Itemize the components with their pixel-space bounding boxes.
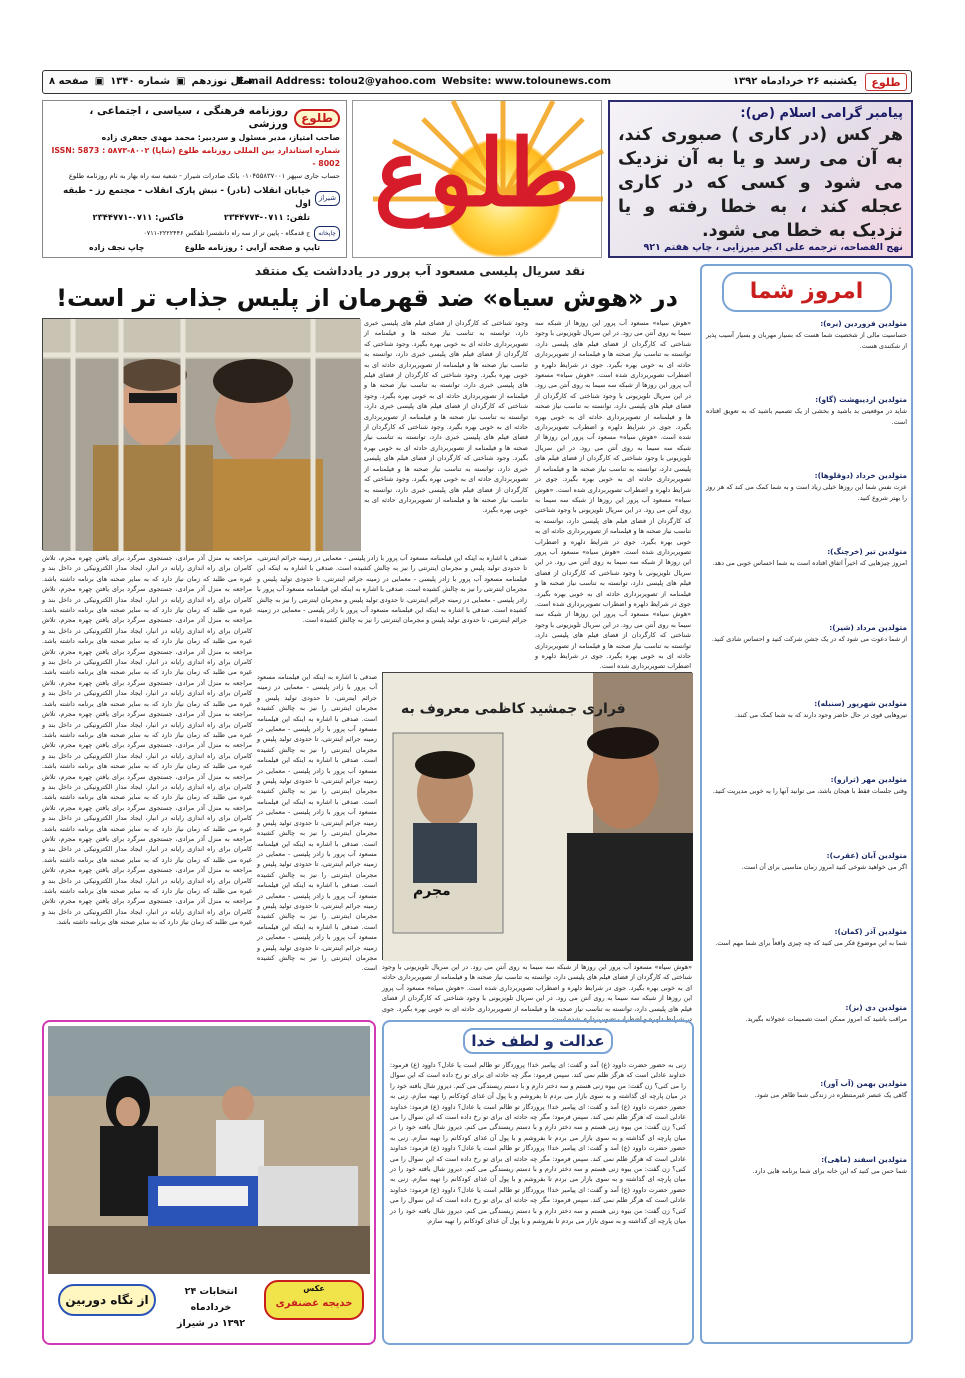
article-kicker: نقد سریال پلیسی مسعود آب پرور در یادداشت یک منتقد <box>254 264 586 278</box>
election-photo <box>48 1026 370 1274</box>
horoscope-heading: متولدین اسفند (ماهی): <box>821 1155 907 1164</box>
page-number: صفحه ۸ <box>49 76 89 87</box>
today-title-box <box>722 272 892 312</box>
masthead-logo <box>352 100 602 258</box>
horoscope-heading: متولدین بهمن (آب آور): <box>820 1079 907 1088</box>
article-col-3: صدقی با اشاره به اینکه این فیلمنامه مسعود آب پرور با زادر پلیسی - معمایی در زمینه جرائم اینترنتی، تا حدودی تولید پلیس و مجرمان اینترنتی را نیز به چالش کشیده است. صدقی با اشاره به اینکه این فیلمنامه مسعود آب پرور با زادر پلیسی - معمایی در زمینه جرائم اینترنتی، تا حدودی تولید پلیس و مجرمان اینترنتی را نیز به چالش کشیده است. صدقی با اشاره به اینکه این فیلمنامه مسعود آب پرور با زادر پلیسی - معمایی در زمینه جرائم اینترنتی، تا حدودی تولید پلیس و مجرمان اینترنتی را نیز به چالش کشیده است. صدقی با اشاره به اینکه این فیلمنامه مسعود آب پرور با زادر پلیسی - معمایی در زمینه جرائم اینترنتی، تا حدودی تولید پلیس و مجرمان اینترنتی را نیز به چالش کشیده است. <box>257 554 528 625</box>
horoscope-text: گاهی یک عنصر غیرمنتظره در زندگی شما ظاهر می شود. <box>754 1091 907 1099</box>
horoscope-list <box>706 318 907 1228</box>
caption-line2: ۱۳۹۲ در شیراز <box>176 1318 246 1329</box>
today-panel <box>700 264 913 1344</box>
horoscope-text: حساسیت مالی از شخصیت شما هست که بسیار مهربان و بسیار آسیب پذیر از شکنندی هست. <box>706 331 907 350</box>
info-layout: تایپ و صفحه آرایی : روزنامه طلوع <box>184 243 320 252</box>
issue-date: یکشنبه ۲۶ خردادماه ۱۳۹۲ <box>732 76 857 87</box>
horoscope-text: نیروهایی قوی در حال حاضر وجود دارند که به شما کمک می کنند. <box>735 711 907 719</box>
camera-title: از نگاه دوربین <box>65 1293 149 1307</box>
info-box <box>42 100 347 258</box>
info-issn: شماره استاندارد بین المللی روزنامه طلوع (شاپا) ۸۰۰۲-۵۸۷۳ : ISSN: 5873 - 8002 <box>51 146 340 168</box>
caption-line1: انتخابات ۲۴ خردادماه <box>184 1286 238 1313</box>
credit-label: عکس <box>303 1284 325 1293</box>
horoscope-text: شما حس می کنید که این خانه برای شما برنامه هایی دارد. <box>752 1167 907 1175</box>
top-bar <box>42 70 912 94</box>
horoscope-text: شاید در موقعیتی بد باشید و بخشی از یک تصمیم باشید که به تعویق افتاده است. <box>706 407 907 426</box>
justice-body: زنی به حضور حضرت داوود (ع) آمد و گفت: ای پیامبر خدا! پروردگار تو ظالم است یا عادل؟ داوود (ع) فرمود: خداوند عادلی است که هرگز ظلم نمی کند. سپس فرمود: مگر چه حادثه ای برای تو رخ داده است که این سوال را می کنی؟ زن گفت: من بیوه زنی هستم و سه دختر دارم و با دستم ریسندگی می کنم. دیروز شال بافته خود را در میان پارچه ای گذاشته و به سوی بازار می بردم تا بفروشم و با پول آن غذای کودکانم را تهیه سازم. زنی به حضور حضرت داوود (ع) آمد و گفت: ای پیامبر خدا! پروردگار تو ظالم است یا عادل؟ داوود (ع) فرمود: خداوند عادلی است که هرگز ظلم نمی کند. سپس فرمود: مگر چه حادثه ای برای تو رخ داده است که این سوال را می کنی؟ زن گفت: من بیوه زنی هستم و سه دختر دارم و با دستم ریسندگی می کنم. دیروز شال بافته خود را در میان پارچه ای گذاشته و به سوی بازار می بردم تا بفروشم و با پول آن غذای کودکانم را تهیه سازم. زنی به حضور حضرت داوود (ع) آمد و گفت: ای پیامبر خدا! پروردگار تو ظالم است یا عادل؟ داوود (ع) فرمود: خداوند عادلی است که هرگز ظلم نمی کند. سپس فرمود: مگر چه حادثه ای برای تو رخ داده است که این سوال را می کنی؟ زن گفت: من بیوه زنی هستم و سه دختر دارم و با دستم ریسندگی می کنم. دیروز شال بافته خود را در میان پارچه ای گذاشته و به سوی بازار می بردم تا بفروشم و با پول آن غذای کودکانم را تهیه سازم. زنی به حضور حضرت داوود (ع) آمد و گفت: ای پیامبر خدا! پروردگار تو ظالم است یا عادل؟ داوود (ع) فرمود: خداوند عادلی است که هرگز ظلم نمی کند. سپس فرمود: مگر چه حادثه ای برای تو رخ داده است که این سوال را می کنی؟ زن گفت: من بیوه زنی هستم و سه دختر دارم و با دستم ریسندگی می کنم. دیروز شال بافته خود را در میان پارچه ای گذاشته و به سوی بازار می بردم تا بفروشم و با پول آن غذای کودکانم را تهیه سازم. <box>390 1061 686 1226</box>
horoscope-heading: متولدین مهر (ترازو): <box>830 775 907 784</box>
credit-box <box>264 1280 364 1320</box>
info-print: ج قدمگاه - پایین تر از سه راه دانشسرا تلفکس ۲۲۲۲۴۴۶-۰۷۱۱ <box>143 229 311 237</box>
horoscope-heading: متولدین دی (بز): <box>845 1003 907 1012</box>
election-scene-icon <box>48 1026 370 1274</box>
article-col-1: «هوش سیاه» مسعود آب پرور این روزها از شبکه سه سیما به روی آنتن می رود. در این سریال تلویزیونی با وجود شناختی که کارگردان از فضای فیلم های پلیسی دارد، توانسته به تناسب نیاز صحنه ها و فیلمنامه از تصویربرداری حادثه ای به خوبی بهره بگیرد. جوی در شرایط دلهره و اضطراب تصویربرداری شده است. «هوش سیاه» مسعود آب پرور این روزها از شبکه سه سیما به روی آنتن می رود. در این سریال تلویزیونی با وجود شناختی که کارگردان از فضای فیلم های پلیسی دارد، توانسته به تناسب نیاز صحنه ها و فیلمنامه از تصویربرداری حادثه ای به خوبی بهره بگیرد. جوی در شرایط دلهره و اضطراب تصویربرداری شده است. «هوش سیاه» مسعود آب پرور این روزها از شبکه سه سیما به روی آنتن می رود. در این سریال تلویزیونی با وجود شناختی که کارگردان از فضای فیلم های پلیسی دارد، توانسته به تناسب نیاز صحنه ها و فیلمنامه از تصویربرداری حادثه ای به خوبی بهره بگیرد. جوی در شرایط دلهره و اضطراب تصویربرداری شده است. «هوش سیاه» مسعود آب پرور این روزها از شبکه سه سیما به روی آنتن می رود. در این سریال تلویزیونی با وجود شناختی که کارگردان از فضای فیلم های پلیسی دارد، توانسته به تناسب نیاز صحنه ها و فیلمنامه از تصویربرداری حادثه ای به خوبی بهره بگیرد. جوی در شرایط دلهره و اضطراب تصویربرداری شده است. «هوش سیاه» مسعود آب پرور این روزها از شبکه سه سیما به روی آنتن می رود. در این سریال تلویزیونی با وجود شناختی که کارگردان از فضای فیلم های پلیسی دارد، توانسته به تناسب نیاز صحنه ها و فیلمنامه از تصویربرداری حادثه ای به خوبی بهره بگیرد. جوی در شرایط دلهره و اضطراب تصویربرداری شده است. «هوش سیاه» مسعود آب پرور این روزها از شبکه سه سیما به روی آنتن می رود. در این سریال تلویزیونی با وجود شناختی که کارگردان از فضای فیلم های پلیسی دارد، توانسته به تناسب نیاز صحنه ها و فیلمنامه از تصویربرداری حادثه ای به خوبی بهره بگیرد. جوی در شرایط دلهره و اضطراب تصویربرداری شده است. <box>535 319 691 671</box>
print-label: چاپخانه <box>314 226 340 241</box>
quote-title: پیامبر گرامی اسلام (ص): <box>740 106 903 121</box>
quote-source: نهج الفصاحه، ترجمه علی اکبر میرزایی ، چاپ هفتم ۹۲۱ <box>643 242 903 253</box>
prison-bars-icon <box>43 319 361 551</box>
article-col-5: صدقی با اشاره به اینکه این فیلمنامه مسعود آب پرور با زادر پلیسی - معمایی در زمینه جرائم اینترنتی، تا حدودی تولید پلیس و مجرمان اینترنتی را نیز به چالش کشیده است. صدقی با اشاره به اینکه این فیلمنامه مسعود آب پرور با زادر پلیسی - معمایی در زمینه جرائم اینترنتی، تا حدودی تولید پلیس و مجرمان اینترنتی را نیز به چالش کشیده است. صدقی با اشاره به اینکه این فیلمنامه مسعود آب پرور با زادر پلیسی - معمایی در زمینه جرائم اینترنتی، تا حدودی تولید پلیس و مجرمان اینترنتی را نیز به چالش کشیده است. صدقی با اشاره به اینکه این فیلمنامه مسعود آب پرور با زادر پلیسی - معمایی در زمینه جرائم اینترنتی، تا حدودی تولید پلیس و مجرمان اینترنتی را نیز به چالش کشیده است. صدقی با اشاره به اینکه این فیلمنامه مسعود آب پرور با زادر پلیسی - معمایی در زمینه جرائم اینترنتی، تا حدودی تولید پلیس و مجرمان اینترنتی را نیز به چالش کشیده است. صدقی با اشاره به اینکه این فیلمنامه مسعود آب پرور با زادر پلیسی - معمایی در زمینه جرائم اینترنتی، تا حدودی تولید پلیس و مجرمان اینترنتی را نیز به چالش کشیده است. صدقی با اشاره به اینکه این فیلمنامه مسعود آب پرور با زادر پلیسی - معمایی در زمینه جرائم اینترنتی، تا حدودی تولید پلیس و مجرمان اینترنتی را نیز به چالش کشیده است. <box>257 673 377 973</box>
address-label: شیراز <box>315 191 340 206</box>
board-top-label: فراری جمشید کاظمی معروف به <box>401 701 626 717</box>
separator-icon: ▣ <box>94 76 105 87</box>
article-photo-prison <box>42 318 360 550</box>
info-line2: صاحب امتیاز، مدیر مسئول و سردبیر: محمد مهدی جعفری زاده <box>101 133 340 142</box>
horoscope-heading: متولدین آذر (کمان): <box>834 927 907 936</box>
horoscope-heading: متولدین خرداد (دوقلوها): <box>814 471 907 480</box>
camera-caption <box>166 1284 256 1332</box>
info-address: خیابان انقلاب (نادر) - نبش پارک انقلاب - مجتمع رز - طبقه اول <box>63 186 311 209</box>
horoscope-text: شما به این موضوع فکر می کنید که چه چیزی واقعاً برای شما مهم است. <box>715 939 907 947</box>
justice-title: عدالت و لطف خدا <box>471 1032 605 1050</box>
justice-box <box>382 1020 694 1345</box>
horoscope-text: اگر می خواهید شوخی کنید امروز زمان مناسبی برای آن است. <box>741 863 907 871</box>
horoscope-heading: متولدین فروردین (بره): <box>820 319 907 328</box>
horoscope-heading: متولدین آبان (عقرب): <box>826 851 907 860</box>
top-logo: طلوع <box>865 73 907 91</box>
horoscope-heading: متولدین مرداد (شیر): <box>829 623 907 632</box>
mugshot-label: مجرم <box>413 883 451 899</box>
quote-box <box>608 100 913 258</box>
credit-name: خدیجه غضنفری <box>275 1298 353 1309</box>
info-line1: روزنامه فرهنگی ، سیاسی ، اجتماعی ، ورزشی <box>89 105 289 130</box>
issue-meta <box>49 76 253 87</box>
info-fax: فاکس: ۰۷۱۱-۲۳۴۴۷۷۱ <box>92 212 184 222</box>
website[interactable]: Website: www.tolounews.com <box>441 76 611 87</box>
camera-photo-box <box>42 1020 376 1345</box>
article-photo-actor <box>382 672 692 960</box>
info-badge: طلوع <box>294 109 340 128</box>
article-col-6: «هوش سیاه» مسعود آب پرور این روزها از شبکه سه سیما به روی آنتن می رود. در این سریال تلویزیونی با وجود شناختی که کارگردان از فضای فیلم های پلیسی دارد، توانسته به تناسب نیاز صحنه ها و فیلمنامه از تصویربرداری حادثه ای به خوبی بهره بگیرد. جوی در شرایط دلهره و اضطراب تصویربرداری شده است. «هوش سیاه» مسعود آب پرور این روزها از شبکه سه سیما به روی آنتن می رود. در این سریال تلویزیونی با وجود شناختی که کارگردان از فضای فیلم های پلیسی دارد، توانسته به تناسب نیاز صحنه ها و فیلمنامه از تصویربرداری حادثه ای به خوبی بهره بگیرد. جوی در شرایط دلهره و اضطراب تصویربرداری شده است. <box>382 963 692 1024</box>
horoscope-heading: متولدین تیر (خرچنگ): <box>827 547 907 556</box>
horoscope-text: مراقب باشید که امروز ممکن است تصمیمات عجولانه بگیرید. <box>745 1015 907 1023</box>
info-account: حساب جاری سپهر ۰۱۰۴۵۵۸۳۷۰۰۱ بانک صادرات شیراز - شعبه سه راه بهار به نام روزنامه طلوع <box>68 172 340 180</box>
separator-icon: ▣ <box>176 76 186 87</box>
horoscope-text: وقتی جلسات فقط با هیجان باشد، می توانید آنها را به خوبی مدیریت کنید. <box>712 787 907 795</box>
horoscope-heading: متولدین شهریور (سنبله): <box>814 699 907 708</box>
horoscope-heading: متولدین اردیبهشت (گاو): <box>815 395 907 404</box>
justice-title-box <box>463 1028 613 1054</box>
quote-body: هر کس (در کاری ) صبوری کند، به آن می رسد و یا به آن نزدیک می شود و کسی که در کاری عجله کند ، به خطا رفته و یا نزدیک به خطا می شود. <box>618 125 903 241</box>
horoscope-text: امروز چیزهایی که اخیراً اتفاق افتاده است به شما احساس خوبی می دهد. <box>712 559 907 567</box>
masthead-title: طلوع <box>373 119 581 227</box>
issue-number: شماره ۱۳۴۰ <box>110 76 171 87</box>
article-col-2: وجود شناختی که کارگردان از فضای فیلم های پلیسی خبری دارد، توانسته به تناسب نیاز صحنه ها و فیلمنامه از تصویربرداری حادثه ای به خوبی بهره بگیرد. وجود شناختی که کارگردان از فضای فیلم های پلیسی خبری دارد، توانسته به تناسب نیاز صحنه ها و فیلمنامه از تصویربرداری حادثه ای به خوبی بهره بگیرد. وجود شناختی که کارگردان از فضای فیلم های پلیسی خبری دارد، توانسته به تناسب نیاز صحنه ها و فیلمنامه از تصویربرداری حادثه ای به خوبی بهره بگیرد. وجود شناختی که کارگردان از فضای فیلم های پلیسی خبری دارد، توانسته به تناسب نیاز صحنه ها و فیلمنامه از تصویربرداری حادثه ای به خوبی بهره بگیرد. وجود شناختی که کارگردان از فضای فیلم های پلیسی خبری دارد، توانسته به تناسب نیاز صحنه ها و فیلمنامه از تصویربرداری حادثه ای به خوبی بهره بگیرد. وجود شناختی که کارگردان از فضای فیلم های پلیسی خبری دارد، توانسته به تناسب نیاز صحنه ها و فیلمنامه از تصویربرداری حادثه ای به خوبی بهره بگیرد. وجود شناختی که کارگردان از فضای فیلم های پلیسی خبری دارد، توانسته به تناسب نیاز صحنه ها و فیلمنامه از تصویربرداری حادثه ای به خوبی بهره بگیرد. <box>364 319 528 515</box>
email[interactable]: E-mail Address: tolou2@yahoo.com <box>237 76 436 87</box>
today-title: امروز شما <box>749 279 864 304</box>
camera-title-box <box>58 1284 156 1316</box>
article-headline: در «هوش سیاه» ضد قهرمان از پلیس جذاب تر است! <box>56 284 678 312</box>
info-printer: چاپ نجف زاده <box>89 243 145 252</box>
info-phone: تلفن: ۰۷۱۱-۲۳۴۴۷۷۴ <box>223 212 310 222</box>
horoscope-text: عزت نفس شما این روزها خیلی زیاد است و به شما کمک می کند که هر روز را بهتر شروع کنید. <box>706 483 907 502</box>
horoscope-text: از شما دعوت می شود که در یک جشن شرکت کنید و احساس شادی کنید. <box>711 635 907 643</box>
year-label: سال نوزدهم <box>191 76 253 87</box>
article-col-4: مراجعه به منزل آذر مرادی، جستجوی سرگرد برای یافتن چهره مجرم، تلاش کامران برای راه اندازی رایانه در انبار، ایجاد مدار الکترونیکی در داخل بند و غیره می طلبد که زمان نیاز دارد که به سایر صحنه های برنامه داشته باشد. مراجعه به منزل آذر مرادی، جستجوی سرگرد برای یافتن چهره مجرم، تلاش کامران برای راه اندازی رایانه در انبار، ایجاد مدار الکترونیکی در داخل بند و غیره می طلبد که زمان نیاز دارد که به سایر صحنه های برنامه داشته باشد. مراجعه به منزل آذر مرادی، جستجوی سرگرد برای یافتن چهره مجرم، تلاش کامران برای راه اندازی رایانه در انبار، ایجاد مدار الکترونیکی در داخل بند و غیره می طلبد که زمان نیاز دارد که به سایر صحنه های برنامه داشته باشد. مراجعه به منزل آذر مرادی، جستجوی سرگرد برای یافتن چهره مجرم، تلاش کامران برای راه اندازی رایانه در انبار، ایجاد مدار الکترونیکی در داخل بند و غیره می طلبد که زمان نیاز دارد که به سایر صحنه های برنامه داشته باشد. مراجعه به منزل آذر مرادی، جستجوی سرگرد برای یافتن چهره مجرم، تلاش کامران برای راه اندازی رایانه در انبار، ایجاد مدار الکترونیکی در داخل بند و غیره می طلبد که زمان نیاز دارد که به سایر صحنه های برنامه داشته باشد. مراجعه به منزل آذر مرادی، جستجوی سرگرد برای یافتن چهره مجرم، تلاش کامران برای راه اندازی رایانه در انبار، ایجاد مدار الکترونیکی در داخل بند و غیره می طلبد که زمان نیاز دارد که به سایر صحنه های برنامه داشته باشد. مراجعه به منزل آذر مرادی، جستجوی سرگرد برای یافتن چهره مجرم، تلاش کامران برای راه اندازی رایانه در انبار، ایجاد مدار الکترونیکی در داخل بند و غیره می طلبد که زمان نیاز دارد که به سایر صحنه های برنامه داشته باشد. مراجعه به منزل آذر مرادی، جستجوی سرگرد برای یافتن چهره مجرم، تلاش کامران برای راه اندازی رایانه در انبار، ایجاد مدار الکترونیکی در داخل بند و غیره می طلبد که زمان نیاز دارد که به سایر صحنه های برنامه داشته باشد. مراجعه به منزل آذر مرادی، جستجوی سرگرد برای یافتن چهره مجرم، تلاش کامران برای راه اندازی رایانه در انبار، ایجاد مدار الکترونیکی در داخل بند و غیره می طلبد که زمان نیاز دارد که به سایر صحنه های برنامه داشته باشد. مراجعه به منزل آذر مرادی، جستجوی سرگرد برای یافتن چهره مجرم، تلاش کامران برای راه اندازی رایانه در انبار، ایجاد مدار الکترونیکی در داخل بند و غیره می طلبد که زمان نیاز دارد که به سایر صحنه های برنامه داشته باشد. مراجعه به منزل آذر مرادی، جستجوی سرگرد برای یافتن چهره مجرم، تلاش کامران برای راه اندازی رایانه در انبار، ایجاد مدار الکترونیکی در داخل بند و غیره می طلبد که زمان نیاز دارد که به سایر صحنه های برنامه داشته باشد. مراجعه به منزل آذر مرادی، جستجوی سرگرد برای یافتن چهره مجرم، تلاش کامران برای راه اندازی رایانه در انبار، ایجاد مدار الکترونیکی در داخل بند و غیره می طلبد که زمان نیاز دارد که به سایر صحنه های برنامه داشته باشد. <box>42 554 252 927</box>
